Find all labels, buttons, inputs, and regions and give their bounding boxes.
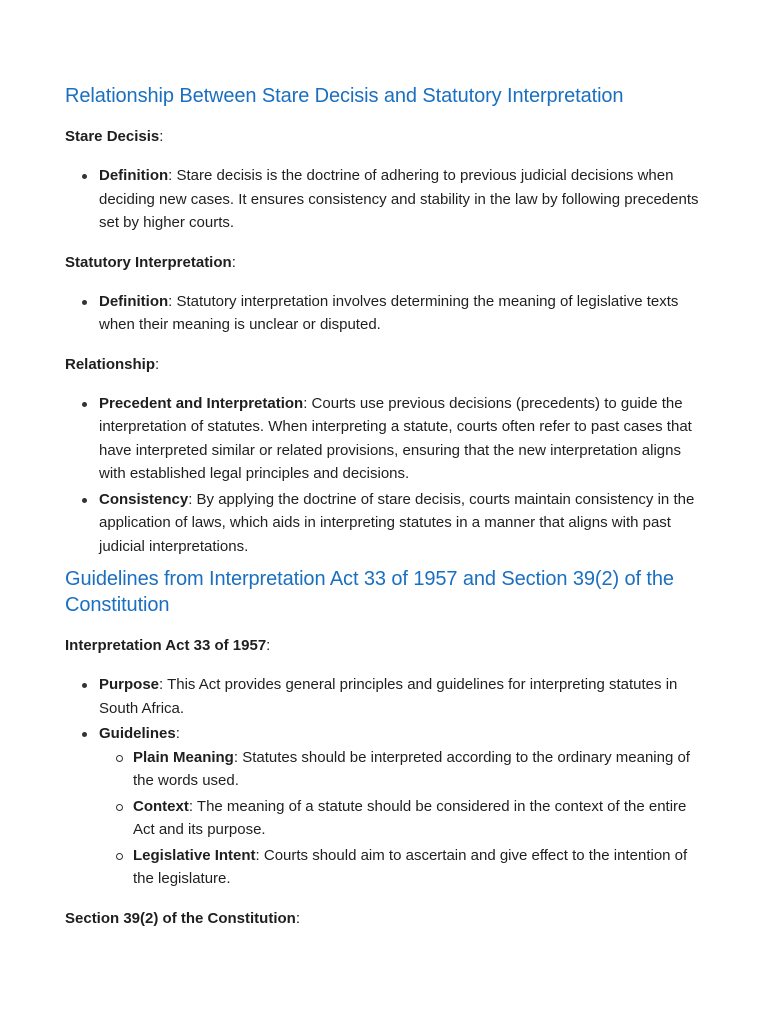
- list-item: Definition: Stare decisis is the doctrine of adhering to previous judicial decisions when deciding new cases. It ensures consistency and stability in the law by following precedents set by higher courts.: [65, 164, 705, 235]
- list-item: Precedent and Interpretation: Courts use previous decisions (precedents) to guide the interpretation of statutes. When interpreting a statute, courts often refer to past cases that have interpreted similar or related provisions, ensuring that the new interpretation aligns with established legal principles and decisions.: [65, 392, 705, 486]
- section-39-label: Section 39(2) of the Constitution:: [65, 909, 301, 927]
- list-item: Consistency: By applying the doctrine of stare decisis, courts maintain consistency in the application of laws, which aids in interpreting statutes in a manner that aligns with past judicial interpretations.: [65, 488, 705, 559]
- section-heading-relationship: Relationship Between Stare Decisis and Statutory Interpretation: [65, 85, 624, 107]
- interpretation-act-list: [65, 673, 705, 891]
- relationship-label: Relationship:: [65, 355, 160, 373]
- stare-decisis-label: Stare Decisis:: [65, 128, 164, 145]
- sublist-item: Legislative Intent: Courts should aim to ascertain and give effect to the intention of the legislature.: [99, 844, 705, 891]
- stare-decisis-list: [65, 164, 705, 235]
- section-heading-guidelines: Guidelines from Interpretation Act 33 of 1957 and Section 39(2) of the Constitution: [65, 568, 674, 616]
- list-item: Definition: Statutory interpretation involves determining the meaning of legislative texts when their meaning is unclear or disputed.: [65, 290, 705, 337]
- statutory-interpretation-label: Statutory Interpretation:: [65, 253, 236, 271]
- sublist-item: Context: The meaning of a statute should be considered in the context of the entire Act and its purpose.: [99, 795, 705, 842]
- interpretation-act-label: Interpretation Act 33 of 1957:: [65, 637, 271, 654]
- list-item: Purpose: This Act provides general principles and guidelines for interpreting statutes in South Africa.: [65, 673, 705, 720]
- relationship-list: [65, 392, 705, 559]
- sublist-item: Plain Meaning: Statutes should be interpreted according to the ordinary meaning of the words used.: [99, 746, 705, 793]
- statutory-interpretation-list: [65, 290, 705, 337]
- list-item: Guidelines: Plain Meaning: Statutes should be interpreted according to the ordinary meaning of the words used. Context: The meaning of a statute should be considered in the context of the entire Act and its purpose. Legislative Intent: Courts should aim to ascertain and give effect to the intention of the legislature.: [65, 722, 705, 891]
- document-page: [65, 80, 705, 930]
- guidelines-sublist: [99, 746, 705, 891]
